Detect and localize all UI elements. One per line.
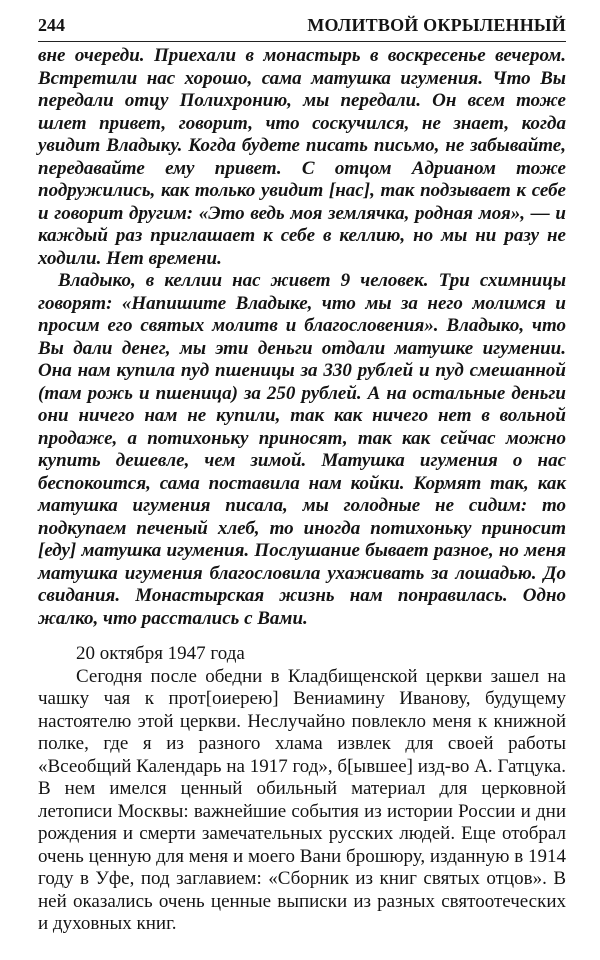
running-title: МОЛИТВОЙ ОКРЫЛЕННЫЙ [307,15,566,35]
book-page [38,14,566,936]
letter-text [38,45,566,630]
letter-paragraph: Владыко, в келлии нас живет 9 человек. Три схимницы говорят: «Напишите Владыке, что мы за него молимся и просим его святых молитв и благословения». Владыко, что Вы дали денег, мы эти деньги отдали матушке игумении. Она нам купила пуд пшеницы за 330 рублей и пуд смешанной (там рожь и пшеница) за 250 рублей. А на остальные деньги они ничего нам не купили, так как ничего нет в вольной продаже, а потихоньку приносят, так как сейчас можно купить дешевле, чем зимой. Матушка игумения о нас беспокоится, сама поставила нам койки. Кормят так, как матушка игумения писала, мы голодные не сидим: то подкупаем печеный хлеб, то иногда потихоньку приносит [еду] матушка игумения. Послушание бывает разное, но меня матушка игумения благословила ухаживать за лошадью. До свидания. Монастырская жизнь нам понравилась. Одно жалко, что расстались с Вами. [38,270,566,629]
page-number: 244 [38,15,65,35]
diary-entry-date: 20 октября 1947 года [76,643,245,664]
letter-paragraph: вне очереди. Приехали в монастырь в воскресенье вечером. Встретили нас хорошо, сама матушка игумения. Что Вы передали отцу Полихронию, мы передали. Он всем тоже шлет привет, говорит, что соскучился, не знает, когда увидит Владыку. Когда будете писать письмо, не забывайте, передавайте ему привет. С отцом Адрианом тоже подружились, как только увидит [нас], так подзывает к себе и говорит другим: «Это ведь моя землячка, родная моя», — и каждый раз приглашает к себе в келлию, но мы ни разу не ходили. Нет времени. [38,45,566,269]
page-header [38,14,566,42]
page-content [38,45,566,936]
diary-entry-text: Сегодня после обедни в Кладбищенской церкви зашел на чашку чая к прот[оиерею] Вениамину Иванову, будущему настоятелю этой церкви. Неслучайно повлекло меня к книжной полке, где я из разного хлама извлек для своей работы «Всеобщий Календарь на 1917 год», б[ывшее] изд-во А. Гатцука. В нем имелся ценный обильный материал для церковной летописи Москвы: важнейшие события из истории России и дни рождения и смерти замечательных русских людей. Еще отобрал очень ценную для меня и моего Вани брошюру, изданную в 1914 году в Уфе, под заглавием: «Сборник из книг святых отцов». В ней оказались очень ценные выписки из разных святоотеческих и духовных книг. [38,665,566,934]
